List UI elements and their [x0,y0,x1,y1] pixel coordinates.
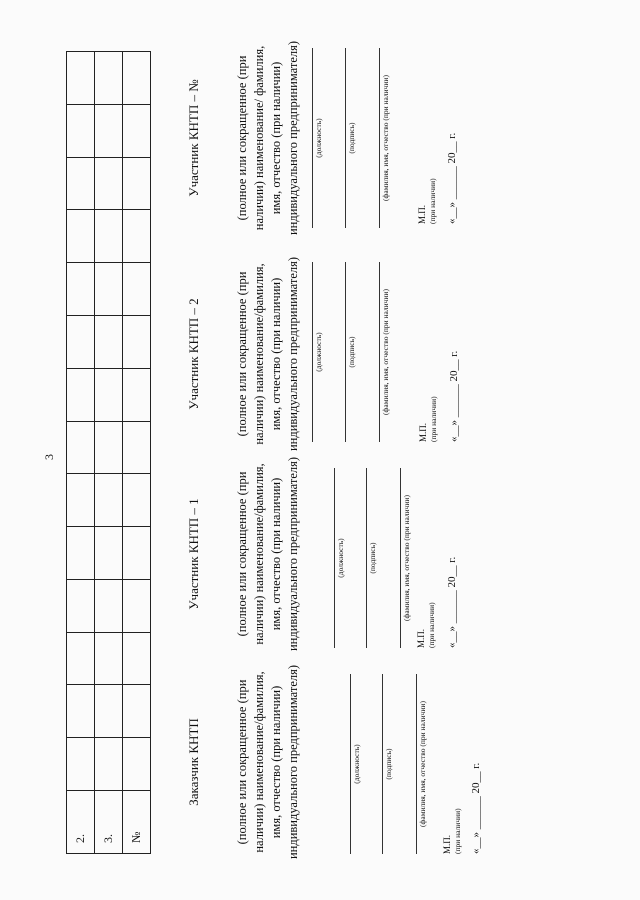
role-title: Заказчик КНТП [186,718,201,806]
position-caption: (должность) [314,332,323,372]
table-cell [123,52,151,105]
name-line [400,468,401,648]
date-line: «__» ______ 20__ г. [470,762,482,854]
row-number-cell: 2. [67,791,95,854]
table-cell [123,104,151,157]
position-caption: (должность) [314,118,323,158]
position-line [312,48,313,228]
table-cell [67,527,95,580]
table-cell [123,157,151,210]
position-caption: (должность) [336,538,345,578]
table-cell [123,579,151,632]
table-cell [123,738,151,791]
name-line [379,262,380,442]
date-line: «__» ______ 20__ г. [446,556,458,648]
table-row [123,52,151,854]
table-row [95,52,123,854]
table-cell [123,527,151,580]
signature-line [345,48,346,228]
signature-caption: (подпись) [384,748,393,780]
signature-caption: (подпись) [347,336,356,368]
table-cell [67,579,95,632]
table-cell [123,315,151,368]
table-cell [95,210,123,263]
position-line [312,262,313,442]
stamp-sublabel: (при наличии) [428,178,437,224]
table-cell [123,421,151,474]
table-cell [67,738,95,791]
signature-line [382,674,383,854]
participant-1-block [186,454,302,654]
name-caption: (фамилия, имя, отчество (при наличии) [381,289,390,415]
table-cell [67,210,95,263]
role-title: Участник КНТП – 1 [186,498,201,610]
table-cell [67,685,95,738]
page-number: 3 [42,454,56,460]
signature-caption: (подпись) [368,542,377,574]
table-cell [95,52,123,105]
stamp-label: М.П. [417,204,427,224]
table-cell [95,368,123,421]
signature-caption: (подпись) [347,122,356,154]
name-caption: (фамилия, имя, отчество (при наличии) [402,495,411,621]
role-title: Участник КНТП – 2 [186,298,201,410]
table-cell [67,104,95,157]
stamp-sublabel: (при наличии) [453,808,462,854]
table-cell [67,632,95,685]
stamp-label: М.П. [416,628,426,648]
table-cell [95,527,123,580]
table-cell [95,157,123,210]
table-cell [67,157,95,210]
table-cell [95,579,123,632]
party-description: (полное или сокращенное (при наличии) наименование/фамилия, имя, отчество (при наличии) индивидуального предпринимателя) [235,456,300,652]
stamp-label: М.П. [442,834,452,854]
date-line: «__» ______ 20__ г. [448,350,460,442]
position-caption: (должность) [352,744,361,784]
table-cell [123,210,151,263]
table-cell [67,315,95,368]
name-line [379,48,380,228]
name-caption: (фамилия, имя, отчество (при наличии) [418,701,427,827]
role-title: Участник КНТП – № [186,79,201,197]
name-caption: (фамилия, имя, отчество (при наличии) [381,75,390,201]
table-cell [95,474,123,527]
table-row [67,52,95,854]
date-line: «__» ______ 20__ г. [446,132,458,224]
table-cell [67,368,95,421]
items-table [66,51,151,854]
table-cell [95,632,123,685]
table-cell [67,263,95,316]
table-cell [67,421,95,474]
table-cell [123,263,151,316]
signature-line [345,262,346,442]
participant-2-block [186,254,302,454]
party-description: (полное или сокращенное (при наличии) наименование/ фамилия, имя, отчество (при наличии) индивидуального предпринимателя) [235,40,300,236]
table-cell [123,368,151,421]
table-cell [95,263,123,316]
stamp-sublabel: (при наличии) [429,396,438,442]
position-line [334,468,335,648]
party-description: (полное или сокращенное (при наличии) наименование/фамилия, имя, отчество (при наличии) индивидуального предпринимателя) [235,664,300,860]
table-cell [123,474,151,527]
name-line [416,674,417,854]
party-description: (полное или сокращенное (при наличии) наименование/фамилия, имя, отчество (при наличии) индивидуального предпринимателя) [235,256,300,452]
table-cell [95,421,123,474]
table-cell [67,474,95,527]
table-cell [95,738,123,791]
table-cell [95,685,123,738]
stamp-label: М.П. [418,422,428,442]
stamp-sublabel: (при наличии) [427,602,436,648]
table-cell [67,52,95,105]
row-number-cell: 3. [95,791,123,854]
table-cell [95,315,123,368]
signature-line [366,468,367,648]
table-cell [95,104,123,157]
row-number-cell: № [123,791,151,854]
position-line [350,674,351,854]
participant-n-block [186,38,302,238]
table-cell [123,685,151,738]
table-cell [123,632,151,685]
customer-block [186,662,302,862]
